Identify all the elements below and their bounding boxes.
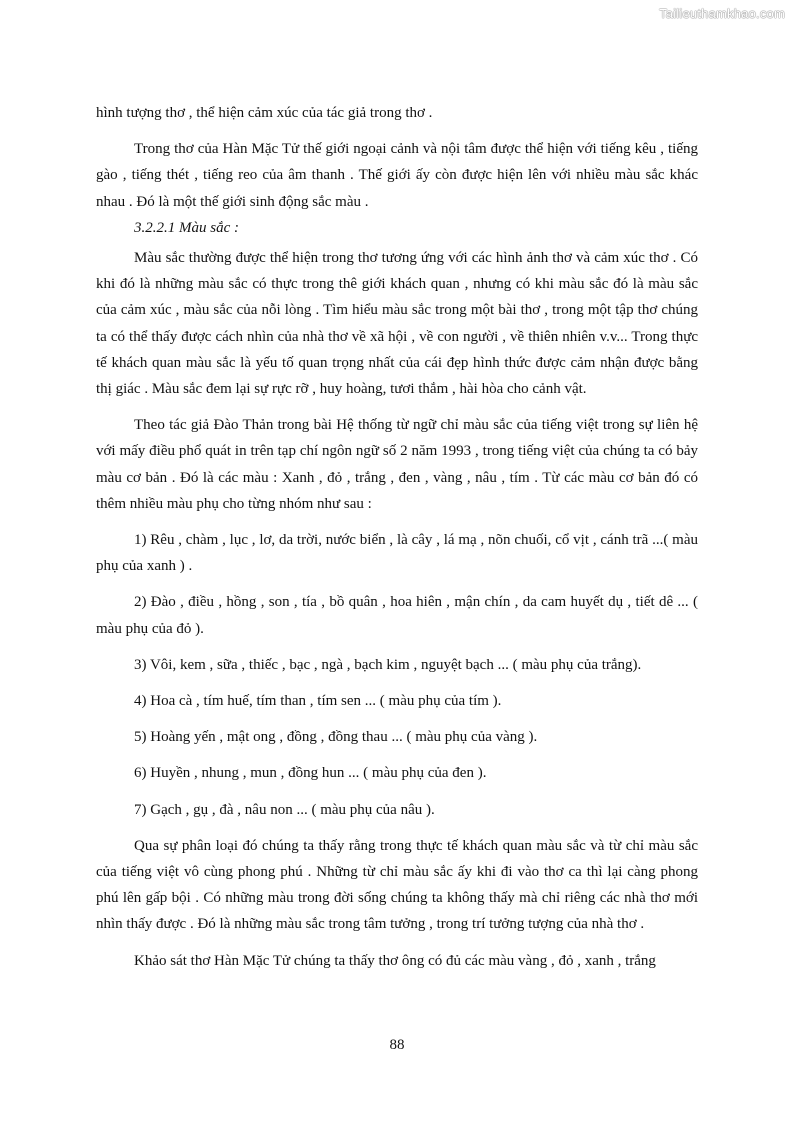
paragraph-color-in-poetry: Màu sắc thường được thể hiện trong thơ tương ứng với các hình ảnh thơ và cảm xúc thơ . Có khi đó là những màu sắc có thực trong thê giới khách quan , nhưng có khi màu sắc đó là màu sắc của cảm xúc , màu sắc của nỗi lòng . Tìm hiểu màu sắc trong một bài thơ , trong một tập thơ chúng ta có thể thấy được cách nhìn của nhà thơ về xã hội , về con người , về thiên nhiên v.v... Trong thực tế khách quan màu sắc là yếu tố quan trọng nhất của cái đẹp hình thức được cảm nhận được bằng thị giác . Màu sắc đem lại sự rực rỡ , huy hoàng, tươi thắm , hài hòa cho cảnh vật. bbox=[96, 250, 698, 398]
color-group-list bbox=[96, 527, 698, 823]
site-watermark: Tailieuthamkhao.com bbox=[659, 6, 785, 21]
paragraph-classification-summary: Qua sự phân loại đó chúng ta thấy rằng trong thực tế khách quan màu sắc và từ chỉ màu sắc của tiếng việt vô cùng phong phú . Những từ chỉ màu sắc ấy khi đi vào thơ ca thì lại càng phong phú lên gấp bội . Có những màu trong đời sống chúng ta không thấy mà chỉ riêng các nhà thơ mới nhìn thấy được . Đó là những màu sắc trong tâm tưởng , trong trí tưởng tượng của nhà thơ . bbox=[96, 837, 698, 933]
paragraph-han-mac-tu-world: Trong thơ của Hàn Mặc Tử thế giới ngoại cảnh và nội tâm được thể hiện với tiếng kêu , tiếng gào , tiếng thét , tiếng reo của âm thanh . Thế giới ấy còn được hiện lên với nhiều màu sắc khác nhau . Đó là một thế giới sinh động sắc màu . bbox=[96, 141, 698, 210]
page-number: 88 bbox=[389, 1037, 405, 1053]
list-item-purple-shades: 4) Hoa cà , tím huế, tím than , tím sen ... ( màu phụ của tím ). bbox=[134, 693, 502, 710]
paragraph-dao-than-basic-colors: Theo tác giả Đào Thản trong bài Hệ thống từ ngữ chỉ màu sắc của tiếng việt trong sự liên hệ với mấy điều phổ quát in trên tạp chí ngôn ngữ số 2 năm 1993 , trong tiếng việt của chúng ta có bảy màu cơ bản . Đó là các màu : Xanh , đỏ , trắng , đen , vàng , nâu , tím . Từ các màu cơ bản đó có thêm nhiều màu phụ cho từng nhóm như sau : bbox=[96, 417, 698, 512]
paragraph-survey-colors: Khảo sát thơ Hàn Mặc Tử chúng ta thấy thơ ông có đủ các màu vàng , đỏ , xanh , trắng bbox=[134, 952, 656, 969]
list-item-yellow-shades: 5) Hoàng yến , mật ong , đồng , đồng thau ... ( màu phụ của vàng ). bbox=[134, 729, 538, 746]
list-item-brown-shades: 7) Gạch , gụ , đà , nâu non ... ( màu phụ của nâu ). bbox=[134, 801, 435, 818]
document-body bbox=[96, 100, 698, 974]
list-item-blue-shades: 1) Rêu , chàm , lục , lơ, da trời, nước biển , là cây , lá mạ , nõn chuối, cổ vịt , cánh trã ...( màu phụ của xanh ) . bbox=[96, 532, 698, 575]
paragraph-continuation: hình tượng thơ , thể hiện cảm xúc của tác giả trong thơ . bbox=[96, 105, 433, 121]
section-heading-color: 3.2.2.1 Màu sắc : bbox=[134, 219, 239, 236]
list-item-white-shades: 3) Vôi, kem , sữa , thiếc , bạc , ngà , bạch kim , nguyệt bạch ... ( màu phụ của trắng). bbox=[134, 656, 642, 673]
list-item-red-shades: 2) Đào , điều , hồng , son , tía , bồ quân , hoa hiên , mận chín , da cam huyết dụ , tiết dê ... ( màu phụ của đỏ ). bbox=[96, 594, 698, 637]
list-item-black-shades: 6) Huyền , nhung , mun , đồng hun ... ( màu phụ của đen ). bbox=[134, 765, 487, 782]
